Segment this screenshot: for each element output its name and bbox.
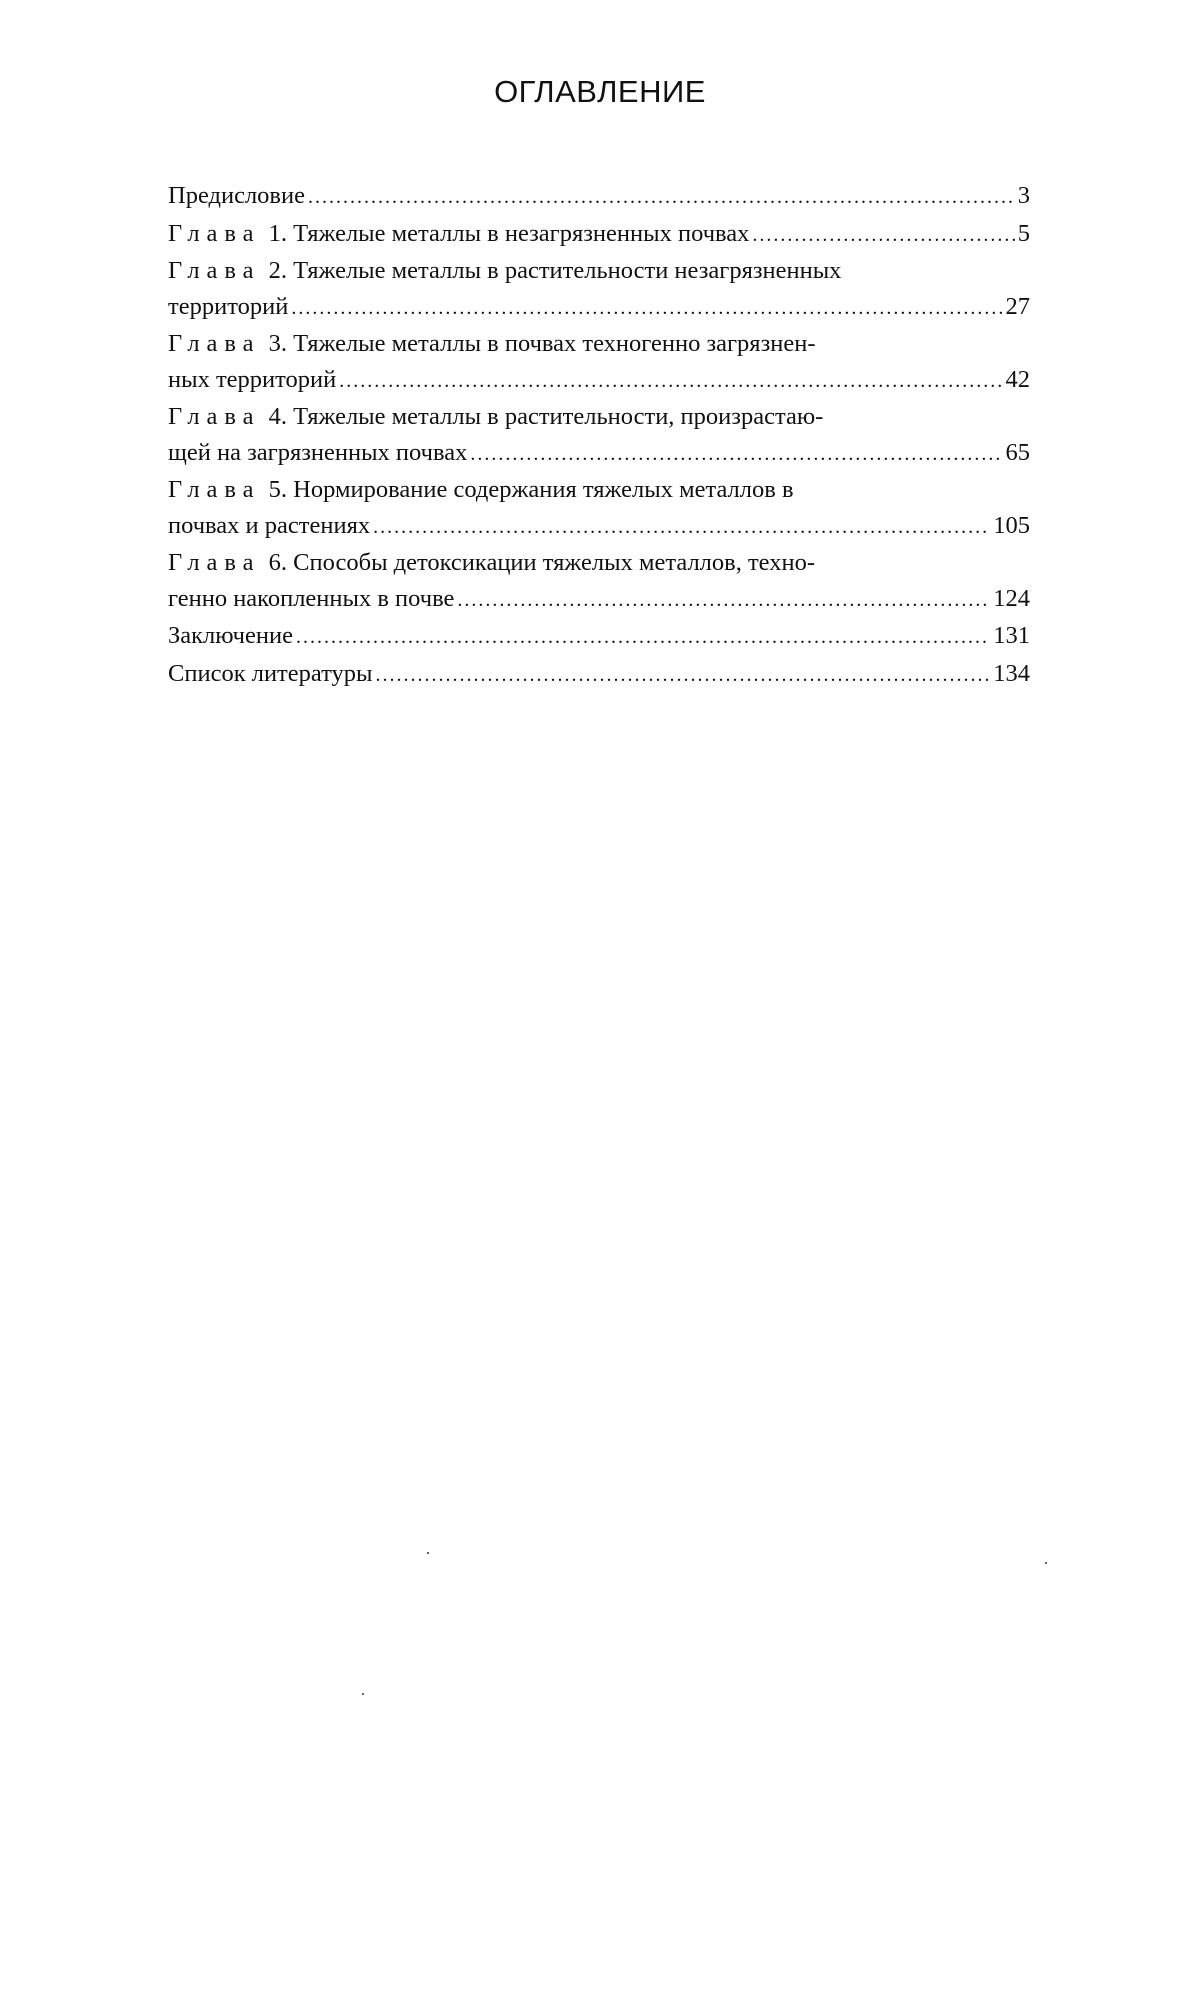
toc-entry-title-continued: почвах и растениях: [168, 511, 371, 539]
toc-page-number: 105: [993, 511, 1030, 539]
toc-entry-title: Нормирование содержания тяжелых металлов в: [293, 476, 794, 503]
chapter-label: Глава: [168, 257, 261, 284]
toc-page-number: 27: [1005, 292, 1030, 320]
dot-leader: [296, 620, 990, 656]
dot-leader: [470, 437, 1002, 473]
toc-entry-title-continued: щей на загрязненных почвах: [168, 438, 468, 466]
toc-page-number: 3: [1017, 182, 1030, 209]
toc-entry-preface[interactable]: [168, 178, 1030, 216]
toc-entry-conclusion[interactable]: [168, 618, 1030, 656]
toc-page-number: 65: [1005, 438, 1030, 466]
toc-entry-chapter-2[interactable]: [168, 253, 1030, 326]
chapter-label: Глава: [168, 330, 261, 357]
dot-leader: [291, 291, 1002, 327]
chapter-label: Глава: [168, 219, 261, 247]
chapter-number: 2.: [268, 257, 288, 284]
chapter-label: Глава: [168, 403, 261, 430]
chapter-label: Глава: [168, 549, 261, 576]
toc-page-number: 131: [993, 622, 1030, 649]
toc-entry-title-continued: ных территорий: [168, 365, 337, 393]
chapter-number: 1.: [268, 219, 288, 247]
toc-entry-chapter-1[interactable]: [168, 216, 1030, 254]
scan-speck: [427, 1552, 429, 1554]
toc-entry-chapter-4[interactable]: [168, 399, 1030, 472]
toc-entry-title-continued: генно накопленных в почве: [168, 584, 455, 612]
toc-entry-chapter-3[interactable]: [168, 326, 1030, 399]
table-of-contents: [168, 178, 1030, 693]
toc-entry-title-continued: территорий: [168, 292, 289, 320]
dot-leader: [339, 364, 1002, 400]
scan-speck: [1045, 1562, 1047, 1564]
scan-speck: [362, 1693, 364, 1695]
toc-entry-title: Список литературы: [168, 659, 373, 687]
dot-leader: [752, 218, 1014, 254]
chapter-number: 5.: [268, 476, 288, 503]
toc-entry-title: Тяжелые металлы в растительности незагрязненных: [293, 257, 842, 284]
toc-page-number: 5: [1017, 219, 1030, 247]
chapter-label: Глава: [168, 476, 261, 503]
toc-entry-title: Предисловие: [168, 182, 305, 209]
chapter-number: 3.: [268, 330, 288, 357]
toc-entry-references[interactable]: [168, 656, 1030, 694]
page-title: ОГЛАВЛЕНИЕ: [494, 74, 706, 109]
dot-leader: [308, 180, 1015, 216]
chapter-number: 6.: [268, 549, 288, 576]
toc-entry-title: Тяжелые металлы в незагрязненных почвах: [293, 219, 750, 247]
dot-leader: [373, 510, 990, 546]
toc-entry-title: Способы детоксикации тяжелых металлов, техно-: [293, 549, 815, 576]
toc-page-number: 124: [993, 584, 1030, 612]
toc-entry-chapter-5[interactable]: [168, 472, 1030, 545]
toc-entry-chapter-6[interactable]: [168, 545, 1030, 618]
toc-page-number: 134: [993, 659, 1030, 687]
toc-page-number: 42: [1005, 365, 1030, 393]
toc-entry-title: Тяжелые металлы в почвах техногенно загрязнен-: [293, 330, 816, 357]
toc-entry-title: Тяжелые металлы в растительности, произрастаю-: [293, 403, 824, 430]
dot-leader: [375, 658, 990, 694]
dot-leader: [457, 583, 990, 619]
toc-entry-title: Заключение: [168, 622, 293, 649]
chapter-number: 4.: [268, 403, 288, 430]
